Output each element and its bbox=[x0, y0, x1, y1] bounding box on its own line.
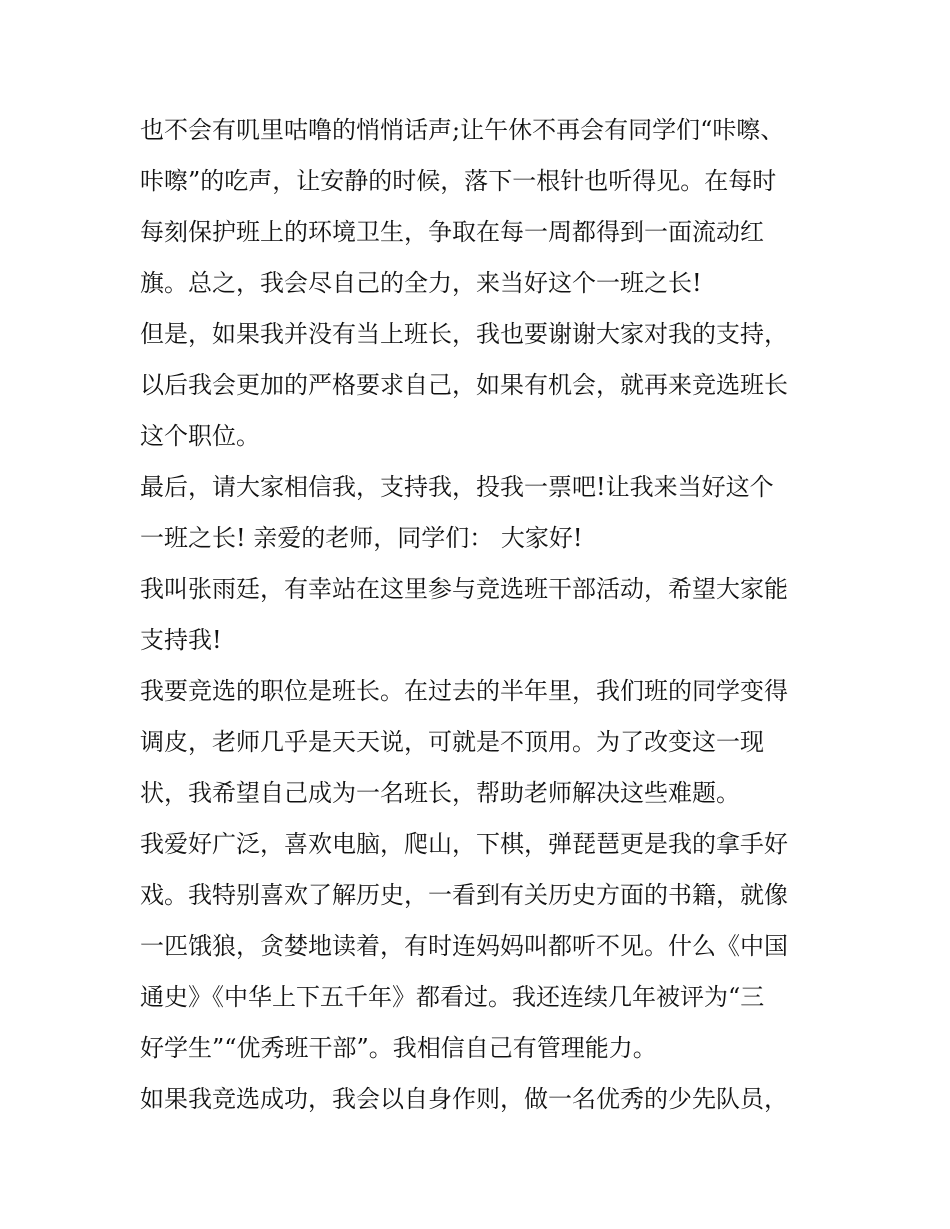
text-line: 我要竞选的职位是班长。在过去的半年里，我们班的同学变得 bbox=[140, 677, 788, 705]
text-line: 我叫张雨廷，有幸站在这里参与竞选班干部活动，希望大家能 bbox=[140, 575, 788, 603]
text-line: 通史》《中华上下五千年》都看过。我还连续几年被评为“三 bbox=[140, 983, 765, 1011]
text-line: 最后，请大家相信我，支持我，投我一票吧!让我来当好这个 bbox=[140, 473, 774, 501]
text-line: 好学生”“优秀班干部”。我相信自己有管理能力。 bbox=[140, 1034, 657, 1062]
text-line: 咔嚓”的吃声，让安静的时候，落下一根针也听得见。在每时 bbox=[140, 167, 777, 195]
text-line: 旗。总之，我会尽自己的全力，来当好这个一班之长! bbox=[140, 269, 702, 297]
text-line: 每刻保护班上的环境卫生，争取在每一周都得到一面流动红 bbox=[140, 218, 764, 246]
text-line: 如果我竞选成功，我会以自身作则，做一名优秀的少先队员， bbox=[140, 1085, 788, 1113]
text-line: 一匹饿狼，贪婪地读着，有时连妈妈叫都听不见。什么《中国 bbox=[140, 932, 788, 960]
text-line: 状，我希望自己成为一名班长，帮助老师解决这些难题。 bbox=[140, 779, 740, 807]
text-line: 这个职位。 bbox=[140, 422, 260, 450]
text-line: 调皮，老师几乎是天天说，可就是不顶用。为了改变这一现 bbox=[140, 728, 764, 756]
text-line: 我爱好广泛，喜欢电脑，爬山，下棋，弹琵琶更是我的拿手好 bbox=[140, 830, 788, 858]
text-line: 戏。我特别喜欢了解历史，一看到有关历史方面的书籍，就像 bbox=[140, 881, 788, 909]
text-line: 但是，如果我并没有当上班长，我也要谢谢大家对我的支持， bbox=[140, 320, 788, 348]
document-body bbox=[140, 105, 820, 1125]
text-line: 也不会有叽里咕噜的悄悄话声;让午休不再会有同学们“咔嚓、 bbox=[140, 116, 785, 144]
text-line: 以后我会更加的严格要求自己，如果有机会，就再来竞选班长 bbox=[140, 371, 788, 399]
text-line: 一班之长! 亲爱的老师，同学们： 大家好! bbox=[140, 524, 583, 552]
text-line: 支持我! bbox=[140, 626, 222, 654]
